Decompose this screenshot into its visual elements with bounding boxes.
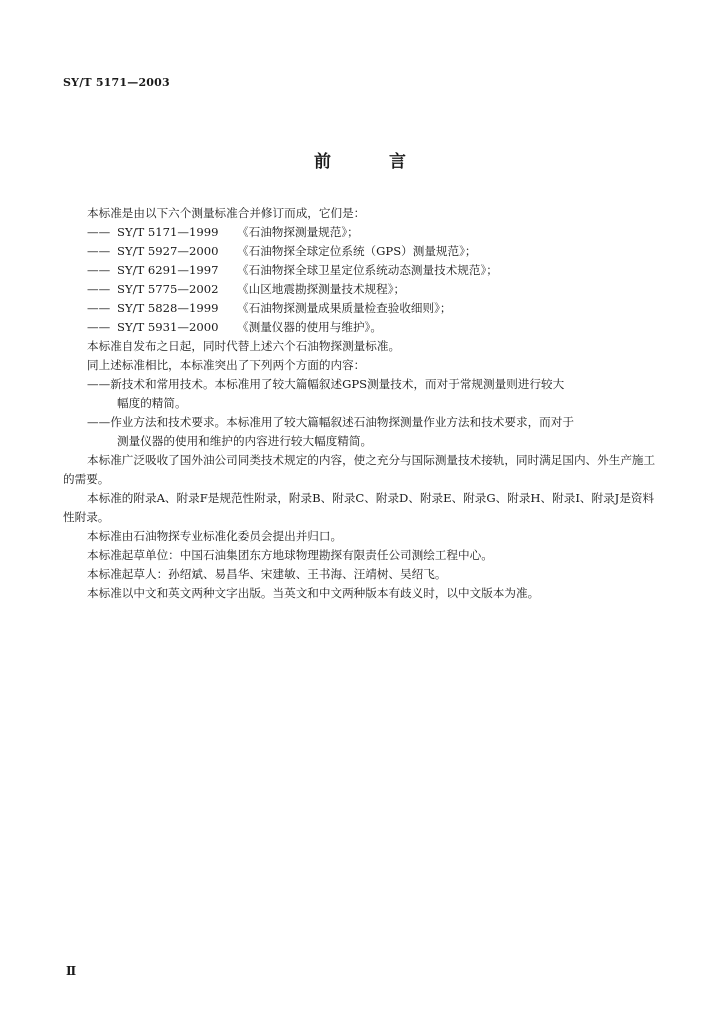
standard-item — [63, 299, 663, 318]
standard-code: SY/T 5927—2000 — [117, 244, 219, 258]
standard-name: 《石油物探全球卫星定位系统动态测量技术规范》； — [237, 263, 498, 277]
drafting-unit-paragraph: 本标准起草单位：中国石油集团东方地球物理勘探有限责任公司测绘工程中心。 — [87, 548, 493, 562]
standard-name: 《山区地震勘探测量技术规程》； — [237, 282, 406, 296]
content-item-methods — [63, 413, 663, 451]
standard-name: 《测量仪器的使用与维护》。 — [237, 320, 382, 334]
standard-item — [63, 261, 663, 280]
drafters-paragraph: 本标准起草人：孙绍斌、易昌华、宋建敏、王书海、汪靖树、吴绍飞。 — [87, 567, 447, 581]
item-line: ——新技术和常用技术。本标准用了较大篇幅叙述GPS测量技术，而对于常规测量则进行较大 — [87, 377, 565, 391]
intro-paragraph: 本标准是由以下六个测量标准合并修订而成，它们是： — [87, 206, 366, 220]
standard-code: SY/T 5171—1999 — [117, 225, 219, 239]
standard-item — [63, 223, 663, 242]
standard-name: 《石油物探全球定位系统（GPS）测量规范》； — [237, 244, 477, 258]
standard-dash: —— — [87, 225, 111, 239]
standard-dash: —— — [87, 244, 111, 258]
standard-item — [63, 318, 663, 337]
language-paragraph: 本标准以中文和英文两种文字出版。当英文和中文两种版本有歧义时，以中文版本为准。 — [87, 586, 540, 600]
adopt-paragraph: 本标准广泛吸收了国外油公司同类技术规定的内容，使之充分与国际测量技术接轨，同时满足国内、外生产施工的需要。 — [63, 453, 656, 486]
item-continuation: 测量仪器的使用和维护的内容进行较大幅度精简。 — [117, 434, 373, 448]
standard-code: SY/T 5931—2000 — [117, 320, 219, 334]
standard-name: 《石油物探测量成果质量检查验收细则》； — [237, 301, 452, 315]
content-item-new-technology — [63, 375, 663, 413]
standard-dash: —— — [87, 301, 111, 315]
replace-paragraph: 本标准自发布之日起，同时代替上述六个石油物探测量标准。 — [87, 339, 401, 353]
standard-code-header: SY/T 5171—2003 — [63, 76, 170, 89]
proposed-paragraph: 本标准由石油物探专业标准化委员会提出并归口。 — [87, 529, 343, 543]
standard-dash: —— — [87, 320, 111, 334]
standard-code: SY/T 5775—2002 — [117, 282, 219, 296]
item-line: ——作业方法和技术要求。本标准用了较大篇幅叙述石油物探测量作业方法和技术要求，而对于 — [87, 415, 574, 429]
document-body — [63, 204, 663, 603]
page-title: 前 言 — [314, 152, 432, 172]
standard-item — [63, 242, 663, 261]
standard-item — [63, 280, 663, 299]
standard-dash: —— — [87, 282, 111, 296]
annex-paragraph: 本标准的附录A、附录F是规范性附录，附录B、附录C、附录D、附录E、附录G、附录H、附录I、附录J是资料性附录。 — [63, 491, 655, 524]
standard-dash: —— — [87, 263, 111, 277]
page-number: Ⅱ — [66, 964, 77, 978]
standard-name: 《石油物探测量规范》； — [237, 225, 359, 239]
standard-code: SY/T 6291—1997 — [117, 263, 219, 277]
standard-code: SY/T 5828—1999 — [117, 301, 219, 315]
item-continuation: 幅度的精简。 — [117, 396, 187, 410]
compare-paragraph: 同上述标准相比，本标准突出了下列两个方面的内容： — [87, 358, 366, 372]
